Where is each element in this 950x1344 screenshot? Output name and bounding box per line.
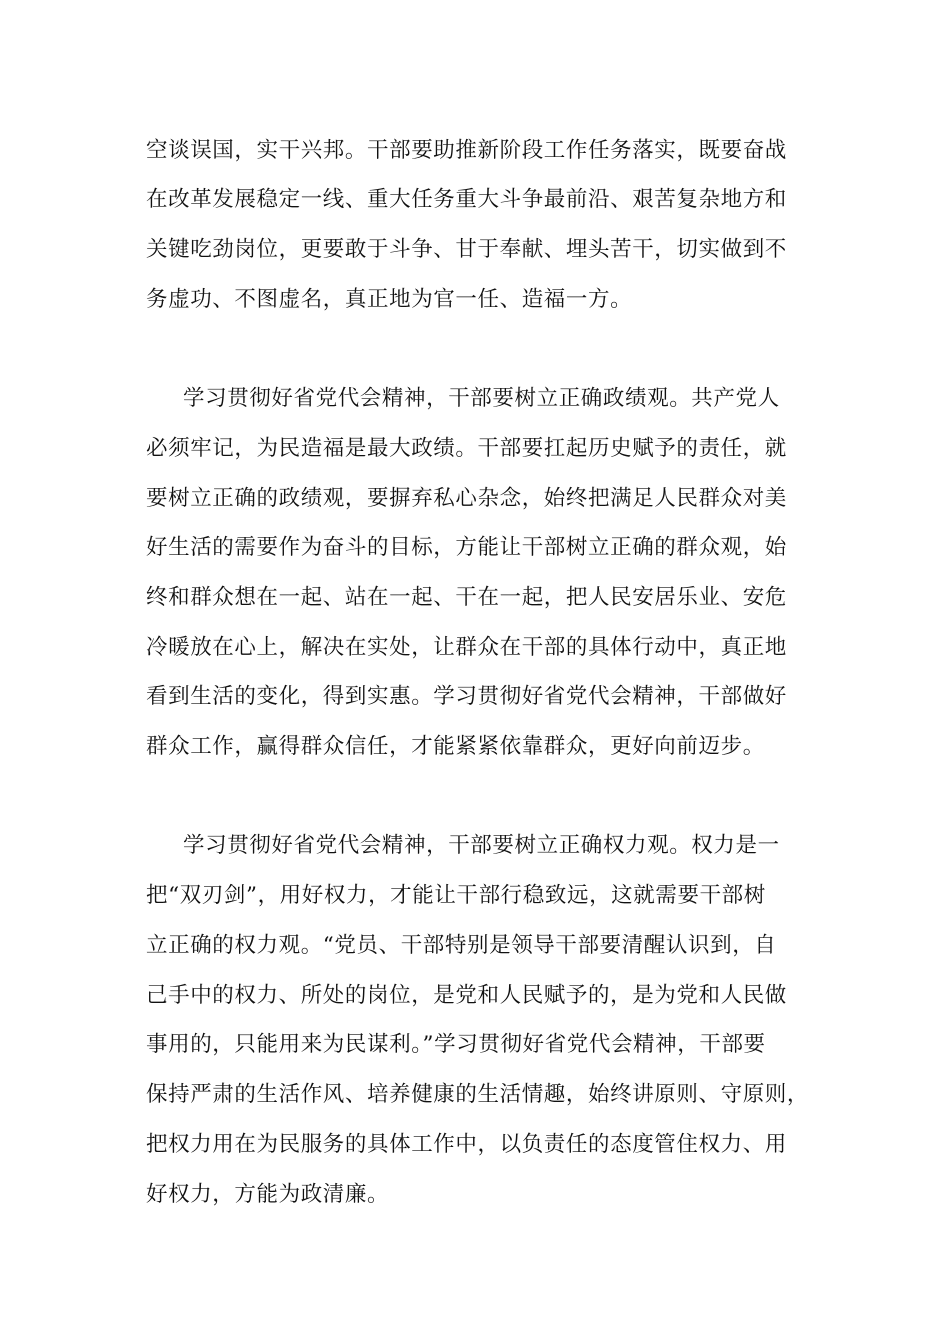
paragraph-line: 好权力，方能为政清廉。 bbox=[146, 1182, 390, 1207]
paragraph-line: 好生活的需要作为奋斗的目标，方能让干部树立正确的群众观，始 bbox=[146, 535, 787, 560]
paragraph-line: 空谈误国，实干兴邦。干部要助推新阶段工作任务落实，既要奋战 bbox=[146, 138, 787, 163]
paragraph-line: 事用的，只能用来为民谋利。”学习贯彻好省党代会精神，干部要 bbox=[146, 1032, 766, 1057]
paragraph-line: 保持严肃的生活作风、培养健康的生活情趣，始终讲原则、守原则， bbox=[146, 1082, 810, 1107]
paragraph-line: 冷暖放在心上，解决在实处，让群众在干部的具体行动中，真正地 bbox=[146, 635, 787, 660]
paragraph-line: 看到生活的变化，得到实惠。学习贯彻好省党代会精神，干部做好 bbox=[146, 684, 787, 709]
paragraph-line: 学习贯彻好省党代会精神，干部要树立正确权力观。权力是一 bbox=[183, 833, 780, 858]
paragraph-line: 把“双刃剑”，用好权力，才能让干部行稳致远，这就需要干部树 bbox=[146, 883, 766, 908]
paragraph-line: 务虚功、不图虚名，真正地为官一任、造福一方。 bbox=[146, 287, 633, 312]
paragraph-line: 群众工作，赢得群众信任，才能紧紧依靠群众，更好向前迈步。 bbox=[146, 734, 765, 759]
paragraph-line: 在改革发展稳定一线、重大任务重大斗争最前沿、艰苦复杂地方和 bbox=[146, 187, 787, 212]
paragraph-line: 立正确的权力观。“党员、干部特别是领导干部要清醒认识到，自 bbox=[146, 933, 777, 958]
paragraph-line: 己手中的权力、所处的岗位，是党和人民赋予的，是为党和人民做 bbox=[146, 983, 787, 1008]
paragraph-line: 把权力用在为民服务的具体工作中，以负责任的态度管住权力、用 bbox=[146, 1132, 787, 1157]
paragraph-line: 学习贯彻好省党代会精神，干部要树立正确政绩观。共产党人 bbox=[183, 386, 780, 411]
paragraph-line: 必须牢记，为民造福是最大政绩。干部要扛起历史赋予的责任，就 bbox=[146, 436, 787, 461]
paragraph-line: 关键吃劲岗位，更要敢于斗争、甘于奉献、埋头苦干，切实做到不 bbox=[146, 237, 787, 262]
paragraph-line: 终和群众想在一起、站在一起、干在一起，把人民安居乐业、安危 bbox=[146, 585, 787, 610]
paragraph-line: 要树立正确的政绩观，要摒弃私心杂念，始终把满足人民群众对美 bbox=[146, 486, 787, 511]
